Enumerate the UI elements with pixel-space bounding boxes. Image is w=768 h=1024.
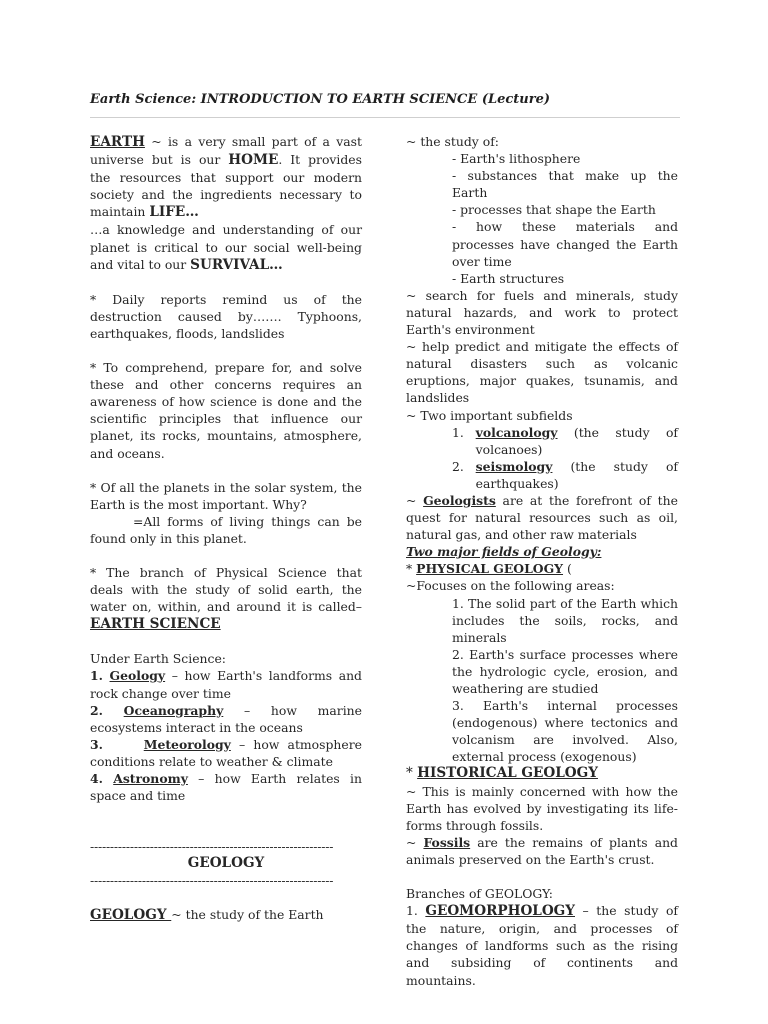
- right-column: [406, 133, 678, 989]
- knowledge-paragraph: …a knowledge and understanding of our planet is critical to our social well-being and vital to our SURVIVAL…: [90, 222, 362, 273]
- focuses-label: ~Focuses on the following areas:: [406, 578, 615, 594]
- subfields-label: ~ Two important subfields: [406, 407, 573, 423]
- under-earth-science-label: Under Earth Science:: [90, 651, 226, 667]
- list-item-astronomy: 4. Astronomy – how Earth relates in space and time: [90, 771, 362, 804]
- subfield-volcanology: 1. volcanology (the study of volcanoes): [452, 424, 678, 457]
- list-item: - processes that shape the Earth: [452, 202, 656, 218]
- list-item-oceanography: 2. Oceanography – how marine ecosystems interact in the oceans: [90, 702, 362, 735]
- geologists-paragraph: ~ Geologists are at the forefront of the quest for natural resources such as oil, natural gas, and other raw materials: [406, 492, 678, 543]
- survival-term: SURVIVAL…: [190, 256, 283, 273]
- geology-definition: GEOLOGY ~ the study of the Earth: [90, 907, 324, 924]
- daily-reports-paragraph: * Daily reports remind us of the destruction caused by……. Typhoons, earthquakes, floods, landslides: [90, 291, 362, 341]
- study-of-label: ~ the study of:: [406, 134, 499, 149]
- title-prefix: Earth Science:: [90, 92, 201, 107]
- historical-geology-heading: * HISTORICAL GEOLOGY: [406, 765, 598, 782]
- branch-paragraph: * The branch of Physical Science that deals with the study of solid earth, the water on, within, and around it is called– EARTH SCIENCE: [90, 564, 362, 633]
- list-item-meteorology: 3. Meteorology – how atmosphere conditions relate to weather & climate: [90, 736, 362, 769]
- page-title: [90, 92, 680, 107]
- earth-science-term: EARTH SCIENCE: [90, 616, 221, 633]
- two-major-fields-heading: Two major fields of Geology:: [406, 544, 602, 560]
- earth-paragraph: EARTH ~ is a very small part of a vast universe but is our HOME. It provides the resources that support our modern society and the ingredients necessary to maintain LIFE…: [90, 134, 362, 221]
- list-item: - substances that make up the Earth: [452, 168, 678, 201]
- left-column: [90, 133, 362, 925]
- living-things-paragraph: =All forms of living things can be found only in this planet.: [90, 513, 362, 546]
- list-item: 1. The solid part of the Earth which includes the soils, rocks, and minerals: [452, 595, 678, 645]
- geology-term: GEOLOGY: [90, 907, 172, 924]
- comprehend-paragraph: * To comprehend, prepare for, and solve these and other concerns requires an awareness of how science is done and the scientific principles that influence our planet, its rocks, mountains, atmosphere, and oceans.: [90, 360, 362, 461]
- list-item-geology: 1. Geology – how Earth's landforms and rock change over time: [90, 668, 362, 701]
- search-paragraph: ~ search for fuels and minerals, study natural hazards, and work to protect Earth's environment: [406, 287, 678, 338]
- life-term: LIFE…: [149, 204, 199, 221]
- list-item: 3. Earth's internal processes (endogenous) where tectonics and volcanism are involved. Also, external process (exogenous): [452, 698, 678, 765]
- planets-paragraph: * Of all the planets in the solar system, the Earth is the most important. Why?: [90, 479, 362, 512]
- list-item: - Earth structures: [452, 270, 565, 286]
- fossils-term: Fossils: [423, 834, 471, 850]
- divider-dashes-bottom: -------------------------------------------------------------: [90, 873, 334, 889]
- title-main: INTRODUCTION TO EARTH SCIENCE (Lecture): [200, 92, 551, 107]
- list-item: - Earth's lithosphere: [452, 151, 581, 167]
- list-item: 2. Earth's surface processes where the hydrologic cycle, erosion, and weathering are studied: [452, 646, 678, 696]
- geologists-term: Geologists: [423, 492, 496, 508]
- physical-geology-heading: * PHYSICAL GEOLOGY (: [406, 561, 572, 577]
- geomorphology-paragraph: 1. GEOMORPHOLOGY – the study of the nature, origin, and processes of changes of landforms such as the rising and subsiding of continents and mountains.: [406, 903, 678, 988]
- geology-heading: GEOLOGY: [187, 855, 265, 872]
- home-term: HOME: [228, 152, 279, 169]
- earth-term: EARTH: [90, 134, 145, 150]
- list-item: - how these materials and processes have changed the Earth over time: [452, 219, 678, 269]
- historical-description: ~ This is mainly concerned with how the Earth has evolved by investigating its life-forms through fossils.: [406, 783, 678, 833]
- subfield-seismology: 2. seismology (the study of earthquakes): [452, 458, 678, 491]
- fossils-paragraph: ~ Fossils are the remains of plants and animals preserved on the Earth's crust.: [406, 834, 678, 867]
- branches-label: Branches of GEOLOGY:: [406, 886, 553, 902]
- header-divider: [90, 117, 680, 118]
- divider-dashes-top: -------------------------------------------------------------: [90, 839, 334, 855]
- help-paragraph: ~ help predict and mitigate the effects of natural disasters such as volcanic eruptions, major quakes, tsunamis, and landslides: [406, 339, 678, 406]
- geomorphology-term: GEOMORPHOLOGY: [425, 903, 575, 920]
